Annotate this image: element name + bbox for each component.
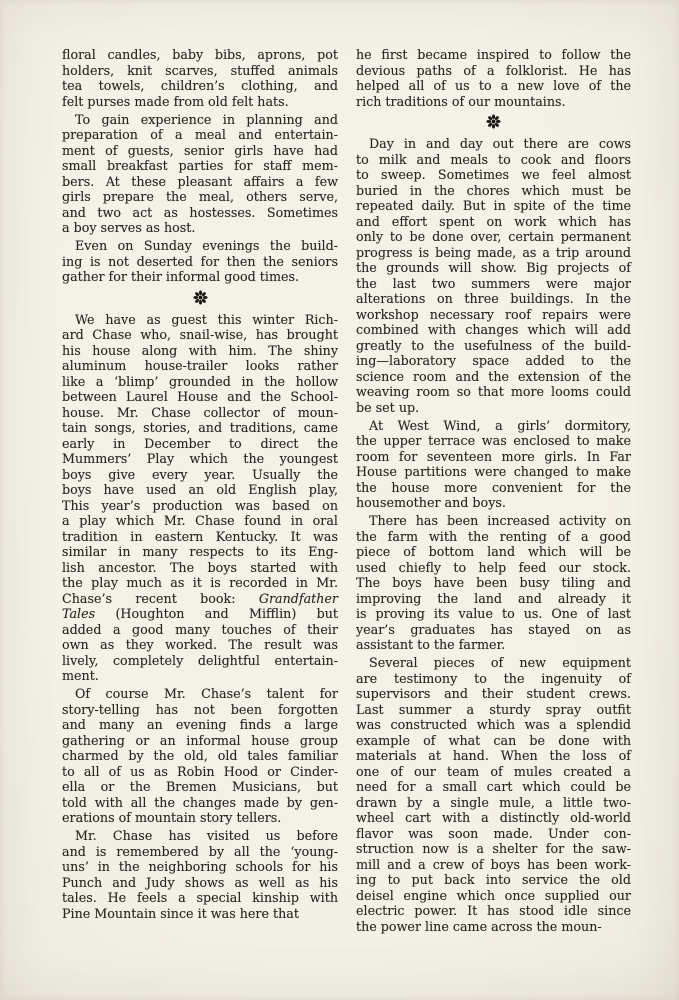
text-line: alterations on three buildings. In the bbox=[356, 291, 631, 306]
text-line: This year’s production was based on bbox=[62, 497, 338, 513]
text-line: rich traditions of our mountains. bbox=[356, 93, 566, 109]
paragraph bbox=[62, 312, 338, 684]
text-line: is proving its value to us. One of last bbox=[356, 606, 631, 621]
text-line: and is remembered by all the ‘young- bbox=[62, 843, 338, 859]
text-line: Mr. Chase has visited us before bbox=[75, 828, 338, 843]
text-line: be set up. bbox=[356, 399, 420, 415]
text-line: and many an evening finds a large bbox=[62, 717, 338, 732]
paragraph bbox=[62, 828, 338, 921]
text-line: are testimony to the ingenuity of bbox=[356, 670, 631, 686]
text-line: buried in the chores which must be bbox=[356, 182, 631, 198]
text-line: the last two summers were major bbox=[356, 275, 631, 291]
text-line: the power line came across the moun- bbox=[356, 918, 602, 934]
text-line: gathering or an informal house group bbox=[62, 732, 338, 748]
text-line: ment of guests, senior girls have had bbox=[62, 142, 338, 158]
text-line: progress is being made, as a trip around bbox=[356, 244, 631, 260]
text-line: supervisors and their student crews. bbox=[356, 686, 631, 701]
paragraph bbox=[356, 136, 631, 415]
text-line: materials at hand. When the loss of bbox=[356, 748, 631, 763]
text-line: ment. bbox=[62, 668, 99, 683]
text-line: greatly to the usefulness of the build- bbox=[356, 337, 631, 353]
text-line: uns’ in the neighboring schools for his bbox=[62, 859, 338, 874]
text-line: year’s graduates has stayed on as bbox=[356, 621, 631, 637]
text-line: was constructed which was a splendid bbox=[356, 717, 631, 732]
text-line: Of course Mr. Chase’s talent for bbox=[75, 686, 338, 701]
text-line: tain songs, stories, and traditions, came bbox=[62, 420, 338, 435]
text-line: At West Wind, a girls’ dormitory, bbox=[369, 417, 631, 433]
paragraph bbox=[62, 112, 338, 236]
text-line: a boy serves as host. bbox=[62, 220, 196, 235]
text-line: small breakfast parties for staff mem- bbox=[62, 158, 338, 173]
text-line: Even on Sunday evenings the build- bbox=[75, 238, 338, 253]
text-line: We have as guest this winter Rich- bbox=[75, 311, 338, 327]
text-line: ella or the Bremen Musicians, but bbox=[62, 779, 338, 794]
text-line: repeated daily. But in spite of the time bbox=[356, 198, 631, 213]
text-line: preparation of a meal and entertain- bbox=[62, 127, 338, 142]
paragraph bbox=[356, 418, 631, 511]
text-line: erations of mountain story tellers. bbox=[62, 810, 282, 825]
text-line: tradition in eastern Kentucky. It was bbox=[62, 528, 338, 544]
text-line: he first became inspired to follow the bbox=[356, 47, 631, 62]
text-line: ing is not deserted for then the seniors bbox=[62, 253, 338, 269]
text-line: Last summer a sturdy spray outfit bbox=[356, 701, 631, 717]
text-line: the grounds will show. Big projects of bbox=[356, 260, 631, 275]
text-line: Tales (Houghton and Mifflin) but bbox=[62, 606, 338, 621]
text-line: House partitions were changed to make bbox=[356, 464, 631, 479]
text-line: devious paths of a folklorist. He has bbox=[356, 62, 631, 78]
text-line: to all of us as Robin Hood or Cinder- bbox=[62, 763, 338, 779]
text-line: drawn by a single mule, a little two- bbox=[356, 794, 631, 810]
section-divider-ornament bbox=[356, 113, 631, 130]
paragraph bbox=[356, 513, 631, 653]
text-line: lively, completely delightful entertain- bbox=[62, 652, 338, 668]
text-line: tales. He feels a special kinship with bbox=[62, 890, 338, 905]
text-line: combined with changes which will add bbox=[356, 322, 631, 337]
text-line: used chiefly to help feed our stock. bbox=[356, 559, 631, 575]
text-line: Pine Mountain since it was here that bbox=[62, 905, 299, 921]
text-line: tea towels, children’s clothing, and bbox=[62, 78, 338, 93]
text-line: mill and a crew of boys has been work- bbox=[356, 856, 631, 872]
text-line: The boys have been busy tiling and bbox=[356, 575, 631, 590]
text-line: Mummers’ Play which the youngest bbox=[62, 451, 338, 466]
right-column bbox=[356, 47, 631, 937]
text-line: Punch and Judy shows as well as his bbox=[62, 874, 338, 890]
text-line: To gain experience in planning and bbox=[75, 111, 338, 127]
paragraph bbox=[62, 238, 338, 285]
text-line: told with all the changes made by gen- bbox=[62, 794, 338, 810]
text-line: house. Mr. Chase collector of moun- bbox=[62, 404, 338, 420]
text-line: only to be done over, certain permanent bbox=[356, 229, 631, 244]
floral-asterisk-icon bbox=[192, 289, 209, 306]
text-line: holders, knit scarves, stuffed animals bbox=[62, 62, 338, 78]
section-divider-ornament bbox=[62, 289, 338, 306]
text-line: need for a small cart which could be bbox=[356, 779, 631, 794]
text-line: wheel cart with a distinctly old-world bbox=[356, 810, 631, 825]
text-line: lish ancestor. The boys started with bbox=[62, 559, 338, 575]
text-line: There has been increased activity on bbox=[369, 513, 631, 528]
page-content bbox=[62, 47, 631, 937]
text-line: to sweep. Sometimes we feel almost bbox=[356, 167, 631, 182]
text-line: ard Chase who, snail-wise, has brought bbox=[62, 327, 338, 342]
text-line: ing to put back into service the old bbox=[356, 872, 631, 887]
text-line: housemother and boys. bbox=[356, 495, 506, 510]
text-line: the upper terrace was enclosed to make bbox=[356, 433, 631, 448]
text-line: between Laurel House and the School- bbox=[62, 389, 338, 404]
text-line: own as they worked. The result was bbox=[62, 637, 338, 652]
text-line: boys give every year. Usually the bbox=[62, 466, 338, 482]
text-line: room for seventeen more girls. In Far bbox=[356, 448, 631, 464]
text-line: flavor was soon made. Under con- bbox=[356, 825, 631, 841]
text-line: Several pieces of new equipment bbox=[369, 655, 631, 670]
floral-asterisk-icon bbox=[485, 113, 502, 130]
paragraph bbox=[62, 686, 338, 826]
text-line: felt purses made from old felt hats. bbox=[62, 93, 289, 109]
text-line: deisel engine which once supplied our bbox=[356, 887, 631, 903]
text-line: the house more convenient for the bbox=[356, 479, 631, 495]
text-line: floral candles, baby bibs, aprons, pot bbox=[62, 47, 338, 62]
text-line: boys have used an old English play, bbox=[62, 482, 338, 497]
paragraph bbox=[356, 47, 631, 109]
text-line: bers. At these pleasant affairs a few bbox=[62, 173, 338, 189]
text-line: Chase’s recent book: Grandfather bbox=[62, 590, 338, 606]
text-line: ing—laboratory space added to the bbox=[356, 353, 631, 368]
text-line: similar in many respects to its Eng- bbox=[62, 544, 338, 559]
text-line: Day in and day out there are cows bbox=[369, 136, 631, 151]
text-line: the farm with the renting of a good bbox=[356, 528, 631, 544]
text-line: a play which Mr. Chase found in oral bbox=[62, 513, 338, 528]
text-line: charmed by the old, old tales familiar bbox=[62, 748, 338, 763]
text-line: to milk and meals to cook and floors bbox=[356, 151, 631, 167]
text-line: gather for their informal good times. bbox=[62, 269, 300, 284]
paragraph bbox=[62, 47, 338, 109]
text-line: helped all of us to a new love of the bbox=[356, 78, 631, 93]
text-line: struction now is a shelter for the saw- bbox=[356, 841, 631, 856]
text-line: added a good many touches of their bbox=[62, 621, 338, 637]
text-line: his house along with him. The shiny bbox=[62, 342, 338, 358]
text-line: aluminum house-trailer looks rather bbox=[62, 358, 338, 373]
text-line: and effort spent on work which has bbox=[356, 213, 631, 229]
text-line: weaving room so that more looms could bbox=[356, 384, 631, 399]
text-line: girls prepare the meal, others serve, bbox=[62, 189, 338, 204]
text-line: story-telling has not been forgotten bbox=[62, 701, 338, 717]
text-line: workshop necessary roof repairs were bbox=[356, 306, 631, 322]
text-line: the play much as it is recorded in Mr. bbox=[62, 575, 338, 590]
text-line: one of our team of mules created a bbox=[356, 763, 631, 779]
text-line: piece of bottom land which will be bbox=[356, 544, 631, 559]
text-line: early in December to direct the bbox=[62, 435, 338, 451]
text-line: like a ‘blimp’ grounded in the hollow bbox=[62, 373, 338, 389]
left-column bbox=[62, 47, 338, 937]
text-line: assistant to the farmer. bbox=[356, 637, 506, 652]
text-line: example of what can be done with bbox=[356, 732, 631, 748]
paragraph bbox=[356, 655, 631, 934]
text-line: electric power. It has stood idle since bbox=[356, 903, 631, 918]
text-line: improving the land and already it bbox=[356, 590, 631, 606]
text-line: science room and the extension of the bbox=[356, 368, 631, 384]
text-line: and two act as hostesses. Sometimes bbox=[62, 204, 338, 220]
